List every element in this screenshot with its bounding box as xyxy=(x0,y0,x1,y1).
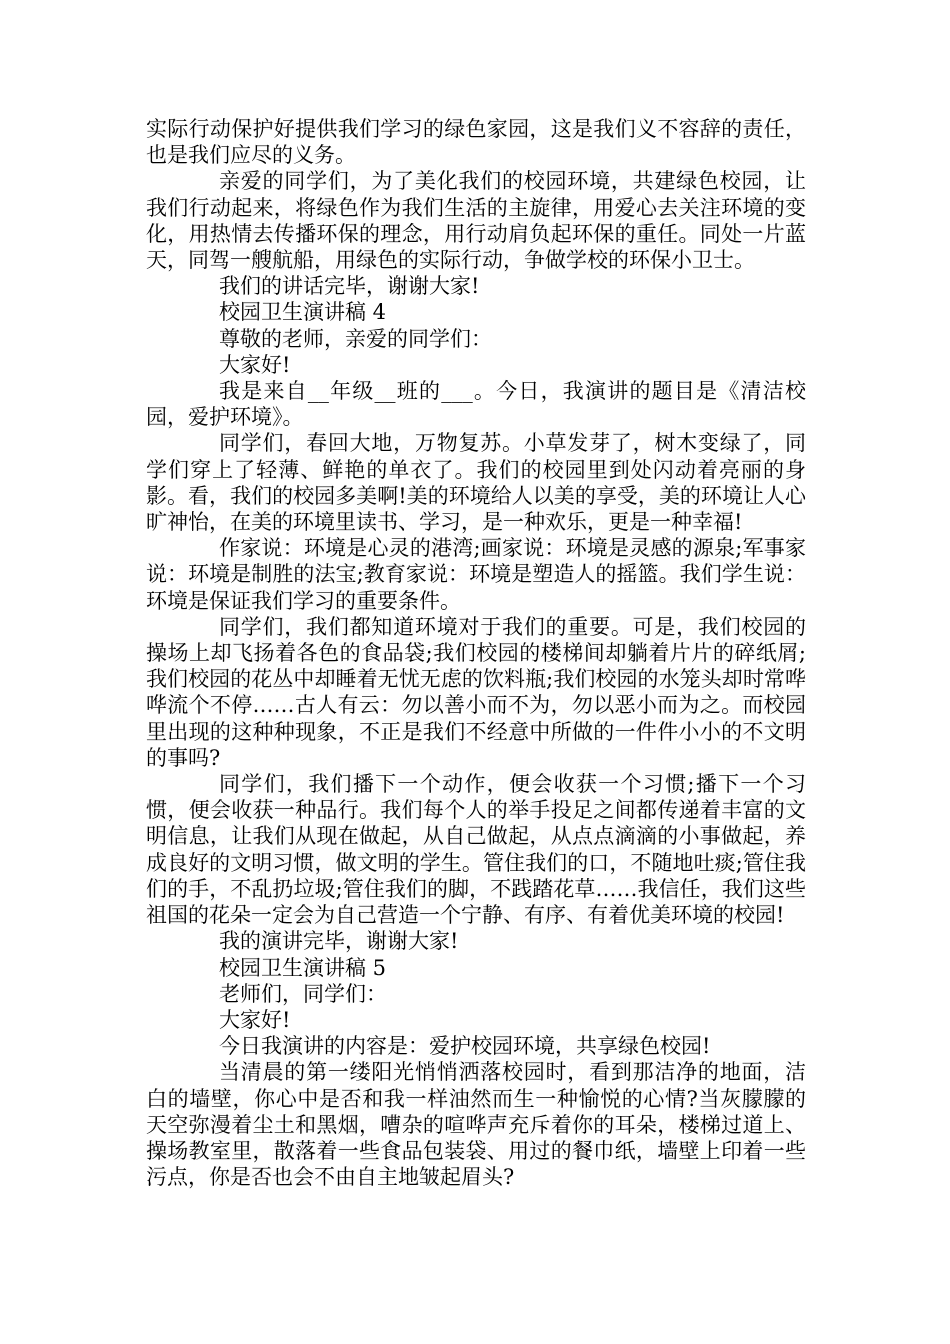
paragraph: 我是来自__年级__班的___。今日，我演讲的题目是《清洁校园，爱护环境》。 xyxy=(146,379,806,430)
section-heading: 校园卫生演讲稿 5 xyxy=(219,955,387,980)
paragraph: 实际行动保护好提供我们学习的绿色家园，这是我们义不容辞的责任，也是我们应尽的义务。 xyxy=(146,117,806,168)
paragraph: 同学们，春回大地，万物复苏。小草发芽了，树木变绿了，同学们穿上了轻薄、鲜艳的单衣了。我们的校园里到处闪动着亮丽的身影。看，我们的校园多美啊!美的环境给人以美的享受，美的环境让人心旷神怡，在美的环境里读书、学习，是一种欢乐，更是一种幸福! xyxy=(146,431,806,535)
paragraph: 当清晨的第一缕阳光悄悄洒落校园时，看到那洁净的地面，洁白的墙壁，你心中是否和我一样油然而生一种愉悦的心情?当灰朦朦的天空弥漫着尘土和黑烟，嘈杂的喧哗声充斥着你的耳朵，楼梯过道上、操场教室里，散落着一些食品包装袋、用过的餐巾纸，墙壁上印着一些污点，你是否也会不由自主地皱起眉头? xyxy=(146,1060,806,1190)
section-heading: 校园卫生演讲稿 4 xyxy=(219,300,387,325)
salutation: 老师们，同学们： xyxy=(219,981,387,1006)
paragraph: 同学们，我们都知道环境对于我们的重要。可是，我们校园的操场上却飞扬着各色的食品袋;我们校园的楼梯间却躺着片片的碎纸屑;我们校园的花丛中却睡着无忧无虑的饮料瓶;我们校园的水笼头却时常哗哗流个不停……古人有云：勿以善小而不为，勿以恶小而为之。而校园里出现的这种种现象，不正是我们不经意中所做的一件件小小的不文明的事吗? xyxy=(146,614,806,770)
greeting: 大家好! xyxy=(219,352,291,377)
document-page xyxy=(146,116,806,1190)
salutation: 尊敬的老师，亲爱的同学们： xyxy=(219,326,492,351)
paragraph: 亲爱的同学们，为了美化我们的校园环境，共建绿色校园，让我们行动起来，将绿色作为我们生活的主旋律，用爱心去关注环境的变化，用热情去传播环保的理念，用行动肩负起环保的重任。同处一片蓝天，同驾一艘航船，用绿色的实际行动，争做学校的环保小卫士。 xyxy=(146,169,806,273)
topic-line: 今日我演讲的内容是：爱护校园环境，共享绿色校园! xyxy=(219,1034,711,1059)
greeting: 大家好! xyxy=(219,1007,291,1032)
paragraph: 作家说：环境是心灵的港湾;画家说：环境是灵感的源泉;军事家说：环境是制胜的法宝;教育家说：环境是塑造人的摇篮。我们学生说：环境是保证我们学习的重要条件。 xyxy=(146,536,806,613)
paragraph: 同学们，我们播下一个动作，便会收获一个习惯;播下一个习惯，便会收获一种品行。我们每个人的举手投足之间都传递着丰富的文明信息，让我们从现在做起，从自己做起，从点点滴滴的小事做起，养成良好的文明习惯，做文明的学生。管住我们的口，不随地吐痰;管住我们的手，不乱扔垃圾;管住我们的脚，不践踏花草……我信任，我们这些祖国的花朵一定会为自己营造一个宁静、有序、有着优美环境的校园! xyxy=(146,772,806,928)
closing-line: 我们的讲话完毕，谢谢大家! xyxy=(219,274,480,299)
closing-line: 我的演讲完毕，谢谢大家! xyxy=(219,929,459,954)
